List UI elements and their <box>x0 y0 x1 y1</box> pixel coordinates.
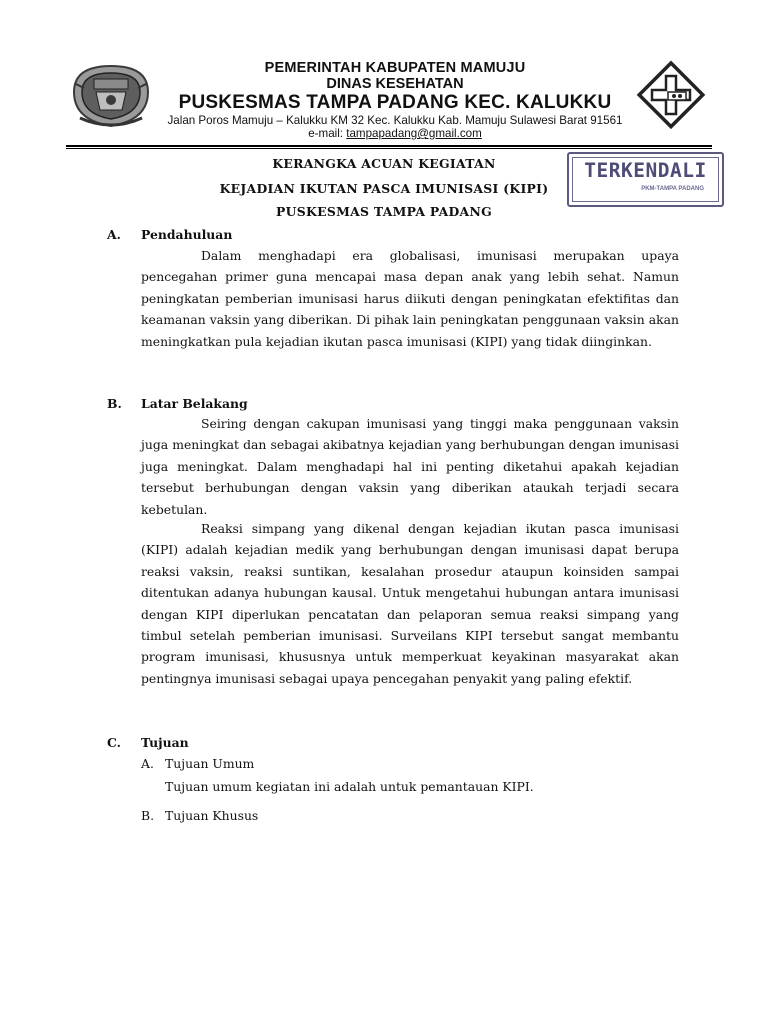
subsection-b-title: Tujuan Khusus <box>165 808 259 823</box>
section-a-paragraph <box>141 245 679 352</box>
section-c-title: Tujuan <box>141 735 189 750</box>
subsection-a-title: Tujuan Umum <box>165 756 255 771</box>
letterhead-address: Jalan Poros Mamuju – Kalukku KM 32 Kec. Kalukku Kab. Mamuju Sulawesi Barat 91561 <box>167 114 623 127</box>
puskesmas-logo <box>636 60 706 130</box>
section-b-letter: B. <box>107 396 122 411</box>
email-label: e-mail: <box>308 127 347 140</box>
subsection-a-letter: A. <box>141 756 154 771</box>
section-b-paragraph-2 <box>141 518 679 689</box>
letterhead-email-line <box>150 127 640 140</box>
general-goal-text: Tujuan umum kegiatan ini adalah untuk pemantauan KIPI. <box>165 779 534 794</box>
section-a-text: Dalam menghadapi era globalisasi, imunisasi merupakan upaya pencegahan primer guna mencapai masa depan anak yang lebih sehat. Namun peningkatan pemberian imunisasi harus diikuti dengan peningkatan efektifitas dan keamanan vaksin yang diberikan. Di pihak lain peningkatan penggunaan vaksin akan meningkatkan pula kejadian ikutan pasca imunisasi (KIPI) yang tidak diinginkan. <box>141 248 679 349</box>
section-c-letter: C. <box>107 735 121 750</box>
section-a-letter: A. <box>107 227 121 242</box>
stamp-subtext: PKM-TAMPA PADANG <box>641 186 704 192</box>
section-b-paragraph-1 <box>141 413 679 520</box>
controlled-stamp <box>567 152 724 207</box>
letterhead-government: PEMERINTAH KABUPATEN MAMUJU <box>264 60 526 76</box>
letterhead-rule-thin <box>66 148 712 149</box>
stamp-text: TERKENDALI <box>584 159 707 182</box>
document-location: PUSKESMAS TAMPA PADANG <box>276 204 492 219</box>
email-link[interactable]: tampapadang@gmail.com <box>346 127 482 140</box>
mamuju-regency-emblem <box>70 62 152 130</box>
stamp-inner-border <box>572 157 719 202</box>
letterhead-rule-thick <box>66 145 712 147</box>
section-b-text-2: Reaksi simpang yang dikenal dengan kejadian ikutan pasca imunisasi (KIPI) adalah kejadian medik yang berhubungan dengan imunisasi dapat berupa reaksi vaksin, reaksi suntikan, kesalahan prosedur ataupun koinsiden sampai ditentukan adanya hubungan kausal. Untuk mengetahui hubungan antara imunisasi dengan KIPI diperlukan pencatatan dan pelaporan semua reaksi simpang yang timbul setelah pemberian imunisasi. Surveilans KIPI tersebut sangat membantu program imunisasi, khususnya untuk memperkuat keyakinan masyarakat akan pentingnya imunisasi sebagai upaya pencegahan penyakit yang paling efektif. <box>141 521 679 686</box>
document-title: KERANGKA ACUAN KEGIATAN <box>272 156 496 171</box>
section-a-title: Pendahuluan <box>141 227 233 242</box>
letterhead-department: DINAS KESEHATAN <box>326 76 464 92</box>
subsection-b-letter: B. <box>141 808 155 823</box>
letterhead <box>150 60 640 140</box>
section-b-text-1: Seiring dengan cakupan imunisasi yang tinggi maka penggunaan vaksin juga meningkat dan sebagai akibatnya kejadian yang berhubungan dengan imunisasi juga meningkat. Dalam menghadapi hal ini penting diketahui apakah kejadian tersebut berhubungan dengan vaksin yang diberikan ataukah terjadi secara kebetulan. <box>141 416 679 517</box>
letterhead-institution: PUSKESMAS TAMPA PADANG KEC. KALUKKU <box>178 92 612 113</box>
section-b-title: Latar Belakang <box>141 396 248 411</box>
document-subtitle: KEJADIAN IKUTAN PASCA IMUNISASI (KIPI) <box>219 181 549 196</box>
